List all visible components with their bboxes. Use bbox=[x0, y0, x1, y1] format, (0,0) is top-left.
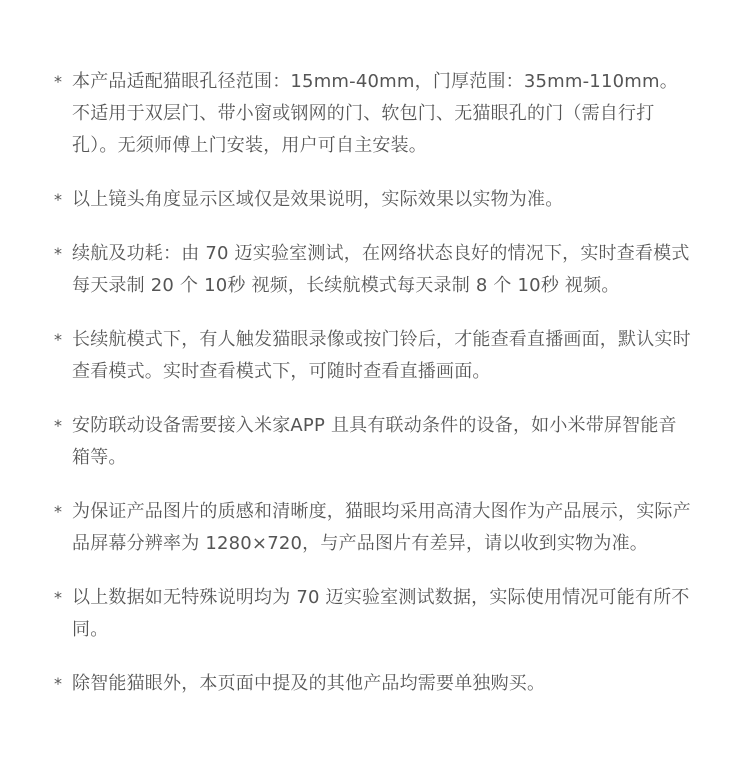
note-text: 为保证产品图片的质感和清晰度，猫眼均采用高清大图作为产品展示，实际产品屏幕分辨率为 1280×720，与产品图片有差异，请以收到实物为准。 bbox=[72, 501, 691, 554]
bullet-star: * bbox=[54, 416, 63, 435]
bullet-star: * bbox=[54, 502, 63, 521]
note-item bbox=[52, 184, 692, 216]
note-text: 安防联动设备需要接入米家APP 且具有联动条件的设备，如小米带屏智能音箱等。 bbox=[72, 415, 677, 468]
note-text: 长续航模式下，有人触发猫眼录像或按门铃后，才能查看直播画面，默认实时查看模式。实时查看模式下，可随时查看直播画面。 bbox=[72, 329, 691, 382]
note-item bbox=[52, 582, 692, 646]
product-notes-list bbox=[52, 66, 692, 722]
note-text: 除智能猫眼外，本页面中提及的其他产品均需要单独购买。 bbox=[72, 673, 546, 694]
note-item bbox=[52, 324, 692, 388]
bullet-star: * bbox=[54, 244, 63, 263]
note-item bbox=[52, 238, 692, 302]
note-item bbox=[52, 496, 692, 560]
note-text: 以上镜头角度显示区域仅是效果说明，实际效果以实物为准。 bbox=[72, 189, 564, 210]
note-text: 本产品适配猫眼孔径范围：15mm-40mm，门厚范围：35mm-110mm。不适用于双层门、带小窗或钢网的门、软包门、无猫眼孔的门（需自行打孔）。无须师傅上门安装，用户可自主安装。 bbox=[72, 71, 678, 156]
note-text: 续航及功耗：由 70 迈实验室测试，在网络状态良好的情况下，实时查看模式每天录制 20 个 10秒 视频，长续航模式每天录制 8 个 10秒 视频。 bbox=[72, 243, 690, 296]
note-item bbox=[52, 668, 692, 700]
bullet-star: * bbox=[54, 190, 63, 209]
bullet-star: * bbox=[54, 674, 63, 693]
bullet-star: * bbox=[54, 72, 63, 91]
note-item bbox=[52, 66, 692, 162]
note-item bbox=[52, 410, 692, 474]
note-text: 以上数据如无特殊说明均为 70 迈实验室测试数据，实际使用情况可能有所不同。 bbox=[72, 587, 690, 640]
bullet-star: * bbox=[54, 588, 63, 607]
bullet-star: * bbox=[54, 330, 63, 349]
